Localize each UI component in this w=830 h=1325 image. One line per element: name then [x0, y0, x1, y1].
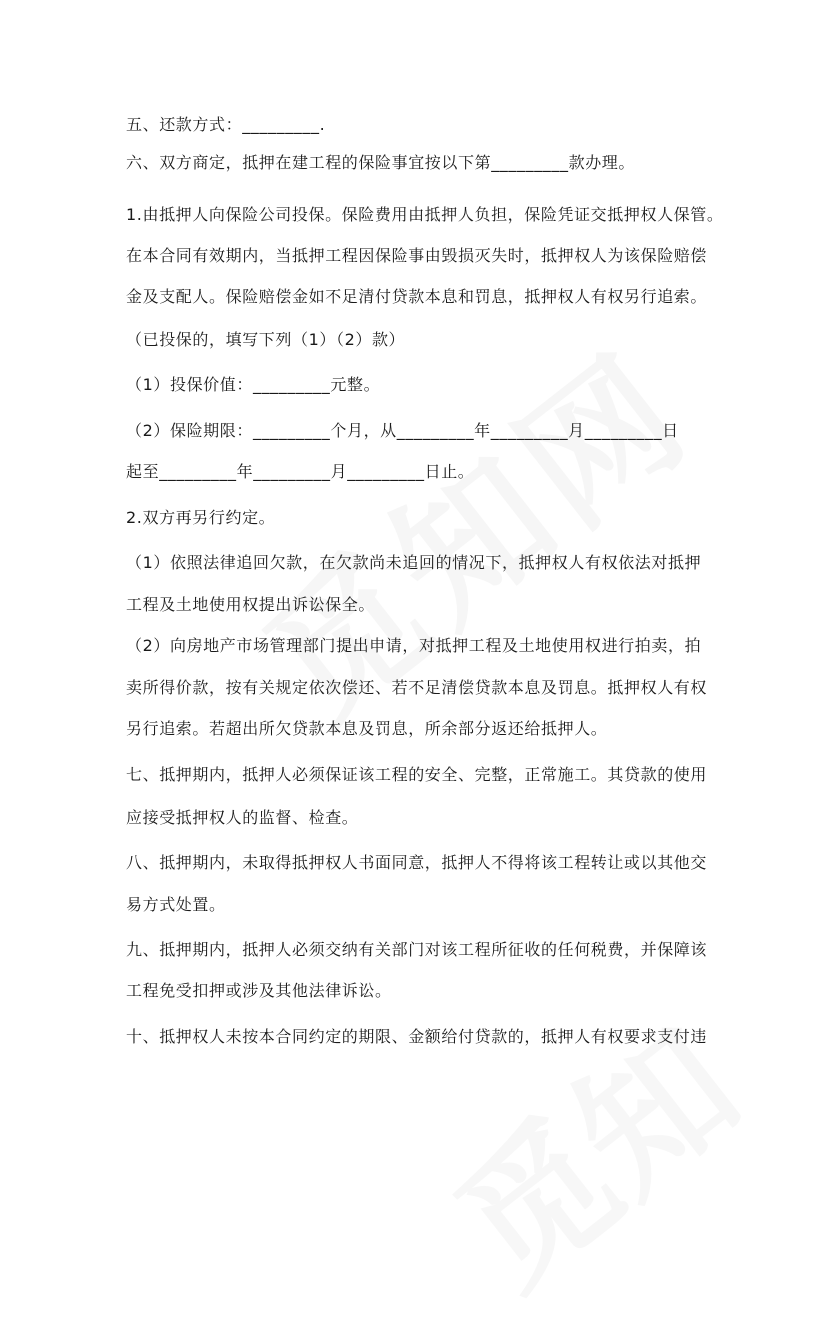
text-line: 应接受抵押权人的监督、检查。 [126, 808, 359, 827]
text-line: 另行追索。若超出所欠贷款本息及罚息，所余部分返还给抵押人。 [126, 719, 608, 738]
text-line: （已投保的，填写下列（1）（2）款） [126, 330, 406, 349]
text-line: 卖所得价款，按有关规定依次偿还、若不足清偿贷款本息及罚息。抵押权人有权 [126, 678, 708, 697]
text-line: 工程免受扣押或涉及其他法律诉讼。 [126, 981, 392, 1000]
text-line: 易方式处置。 [126, 895, 226, 914]
text-line: 六、双方商定，抵押在建工程的保险事宜按以下第_________款办理。 [126, 153, 636, 172]
text-line: 九、抵押期内，抵押人必须交纳有关部门对该工程所征收的任何税费，并保障该 [126, 940, 708, 959]
text-line: （2）向房地产市场管理部门提出申请，对抵押工程及土地使用权进行拍卖，拍 [126, 636, 702, 655]
watermark-secondary [405, 971, 774, 1325]
text-line: （1）投保价值：_________元整。 [126, 375, 381, 394]
text-line: 七、抵押期内，抵押人必须保证该工程的安全、完整，正常施工。其贷款的使用 [126, 765, 708, 784]
text-line: 起至_________年_________月_________日止。 [126, 462, 475, 481]
text-line: 1.由抵押人向保险公司投保。保险费用由抵押人负担，保险凭证交抵押权人保管。 [126, 205, 724, 224]
text-line: （2）保险期限：_________个月，从_________年_________月_________日 [126, 421, 679, 440]
text-line: 十、抵押权人未按本合同约定的期限、金额给付贷款的，抵押人有权要求支付违 [126, 1027, 708, 1046]
text-line: 金及支配人。保险赔偿金如不足清付贷款本息和罚息，抵押权人有权另行追索。 [126, 287, 708, 306]
text-line: （1）依照法律追回欠款，在欠款尚未追回的情况下，抵押权人有权依法对抵押 [126, 553, 702, 572]
text-line: 五、还款方式：_________. [126, 115, 326, 134]
text-line: 工程及土地使用权提出诉讼保全。 [126, 595, 376, 614]
text-line: 2.双方再另行约定。 [126, 508, 276, 527]
text-line: 在本合同有效期内，当抵押工程因保险事由毁损灭失时，抵押权人为该保险赔偿 [126, 246, 708, 265]
text-line: 八、抵押期内，未取得抵押权人书面同意，抵押人不得将该工程转让或以其他交 [126, 853, 708, 872]
